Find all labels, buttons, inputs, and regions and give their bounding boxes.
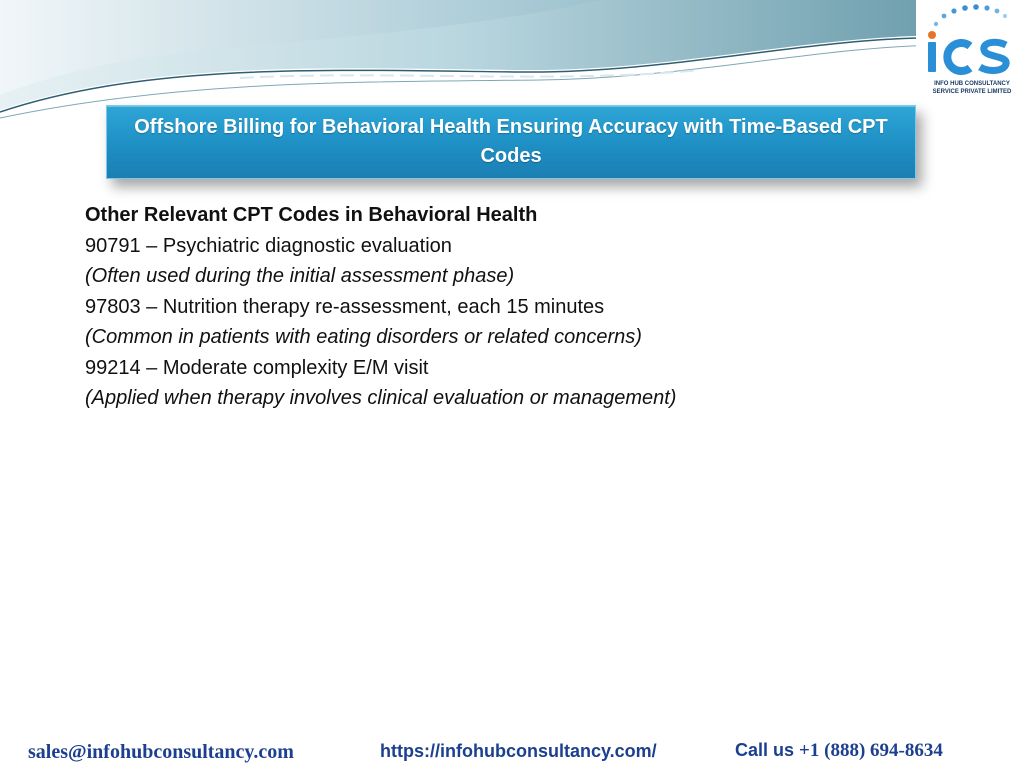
call-label: Call us [735, 740, 795, 760]
company-logo [916, 0, 1024, 102]
logo-caption-line1: INFO HUB CONSULTANCY [934, 81, 1010, 87]
cpt-code-note: (Applied when therapy involves clinical evaluation or management) [85, 387, 677, 409]
cpt-code-line: 97803 – Nutrition therapy re-assessment, each 15 minutes [85, 295, 605, 318]
content-body [85, 200, 945, 414]
footer-phone[interactable] [735, 740, 943, 762]
section-heading: Other Relevant CPT Codes in Behavioral Health [85, 204, 538, 226]
phone-number: +1 (888) 694-8634 [799, 740, 943, 761]
slide-title: Offshore Billing for Behavioral Health Ensuring Accuracy with Time-Based CPT Codes [134, 116, 888, 167]
footer-website-link[interactable]: https://infohubconsultancy.com/ [380, 741, 657, 761]
cpt-code-note: (Often used during the initial assessment phase) [85, 265, 515, 287]
footer-email-link[interactable]: sales@infohubconsultancy.com [28, 741, 294, 763]
cpt-code-line: 90791 – Psychiatric diagnostic evaluation [85, 234, 452, 257]
cpt-code-line: 99214 – Moderate complexity E/M visit [85, 356, 429, 379]
title-banner [106, 105, 916, 179]
logo-caption-line2: SERVICE PRIVATE LIMITED [932, 89, 1012, 95]
logo-caption [920, 80, 1024, 96]
ics-logo-graphic [916, 0, 1024, 80]
cpt-code-note: (Common in patients with eating disorders or related concerns) [85, 326, 642, 348]
